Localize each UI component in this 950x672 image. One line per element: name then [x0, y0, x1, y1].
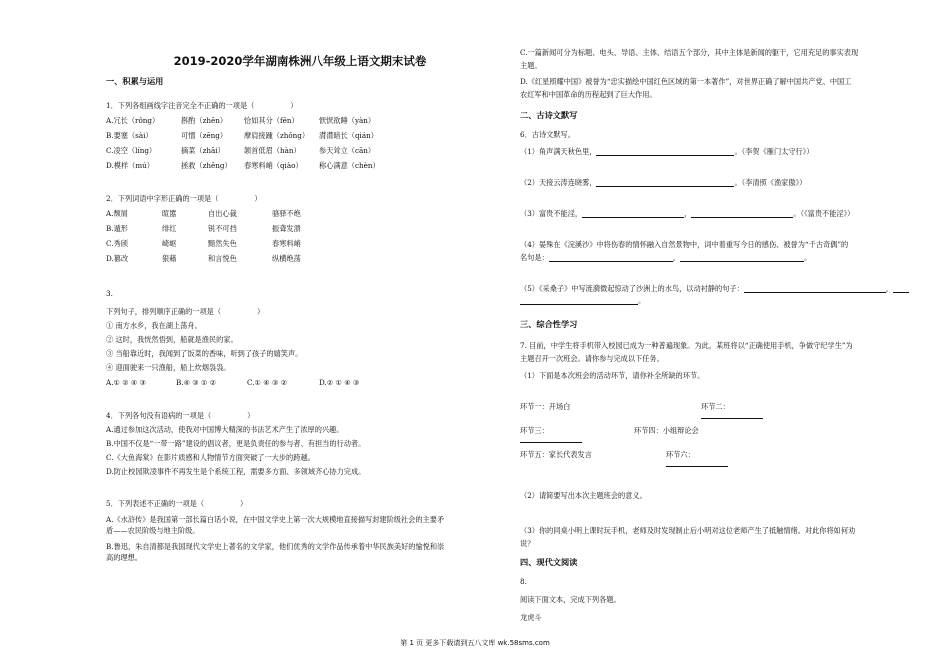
blank-prefix: （5）《采桑子》中写涟漪微起惊动了沙洲上的水鸟，以动衬静的句子： — [520, 284, 744, 294]
blank-suffix: 。 — [638, 296, 646, 306]
question-1-stem: 1．下列各组画线字注音完全不正确的一项是（ ） — [106, 100, 298, 110]
option-cell: 绯红 — [162, 223, 177, 233]
question-2-option-row — [106, 239, 494, 248]
segment-row-2 — [520, 426, 918, 443]
question-3-item: ② 这时，我恍然悟到，船就是渔民的家。 — [106, 334, 238, 344]
question-5-option-d: D.《红星照耀中国》被誉为“忠实描绘中国红色区域的第一本著作”，对世界正确了解中国共产党、中国工 — [520, 77, 852, 86]
blank-suffix: 。 — [803, 253, 812, 263]
option-cell: C.凌空（líng） — [106, 145, 157, 155]
question-8-stem: 阅读下面文本，完成下列各题。 — [520, 594, 621, 604]
answer-blank[interactable] — [893, 285, 909, 293]
option-cell: A.冗长（rǒng） — [106, 115, 160, 125]
option-cell: 崎岖 — [162, 238, 177, 248]
segment-item: 环节一：开场白 — [520, 401, 571, 411]
option-cell: D.② ① ④ ③ — [319, 377, 360, 387]
question-5 — [106, 499, 494, 562]
option-cell: 拯救（zhěng） — [181, 160, 232, 170]
option-cell: 纵横绝荡 — [272, 253, 301, 263]
segment-item — [520, 426, 634, 443]
option-cell: 春寒料峭 — [272, 238, 301, 248]
answer-blank[interactable] — [549, 254, 673, 262]
section-heading-1: 一、积累与运用 — [106, 76, 164, 87]
segment-row-3 — [520, 450, 918, 467]
question-3-options — [106, 378, 494, 387]
question-5-option-d-cont: 农红军和中国革命的历程起到了巨大作用。 — [520, 90, 657, 99]
option-cell: 参天耸立（cān） — [319, 145, 376, 155]
question-2 — [106, 194, 494, 263]
segment-label: 环节二： — [701, 401, 730, 411]
question-7-stem: 7. 目前，中学生将手机带入校园已成为一种普遍现象。为此，某班将以“正确使用手机，争做守纪学生”为 — [520, 340, 853, 350]
poem-blank-3 — [520, 209, 918, 218]
answer-blank[interactable] — [680, 254, 804, 262]
answer-blank[interactable] — [666, 459, 728, 467]
option-cell: 斟酌（zhēn） — [181, 115, 228, 125]
blank-suffix: 。（李贺《雁门太守行》） — [734, 147, 814, 157]
question-2-option-row — [106, 254, 494, 263]
question-7-sub-2: （2）请简要写出本次主题班会的意义。 — [520, 490, 647, 500]
blank-prefix: 名句是： — [520, 253, 549, 263]
question-3-item: ③ 当船靠近时，我闻到了饭菜的香味，听到了孩子的嬉笑声。 — [106, 348, 303, 358]
answer-blank[interactable] — [520, 297, 638, 305]
question-3 — [106, 289, 494, 387]
question-5-option-a: A.《水浒传》是我国第一部长篇白话小说，在中国文学史上第一次大规模地直接描写封建阶级社会的主要矛 — [106, 514, 445, 524]
option-cell: 骆驿不绝 — [272, 208, 301, 218]
option-cell: D.篡改 — [106, 253, 129, 263]
question-3-item: ④ 迎面驶来一只渔船，船上炊烟袅袅。 — [106, 362, 231, 372]
segment-item: 环节五：家长代表发言 — [520, 449, 592, 459]
option-cell: 恹恹欲睡（yàn） — [319, 115, 376, 125]
option-cell: 摩肩接踵（zhǒng） — [244, 130, 310, 140]
option-cell: B.遁形 — [106, 223, 128, 233]
option-cell: 春寒料峭（qiào） — [244, 160, 303, 170]
question-2-option-row — [106, 209, 494, 218]
segment-label: 环节六： — [666, 449, 695, 459]
option-cell: D.模样（mú） — [106, 160, 154, 170]
question-7-stem-cont: 主题召开一次班会。请你参与完成以下任务。 — [520, 353, 664, 363]
question-4-option: C.《大鱼海棠》在影片质感和人物情节方面突破了一大步的跨越。 — [106, 452, 315, 462]
answer-blank[interactable] — [582, 210, 684, 218]
question-5-option-b-cont: 高的理想。 — [106, 552, 142, 562]
question-1-option-row — [106, 161, 494, 170]
answer-blank[interactable] — [701, 411, 763, 419]
option-cell: 恰如其分（fēn） — [244, 115, 299, 125]
left-column — [106, 46, 494, 562]
poem-blank-5-cont — [520, 296, 918, 305]
section-heading-3: 三、综合性学习 — [520, 319, 578, 330]
question-3-stem: 下列句子，排列顺序正确的一项是（ ） — [106, 306, 265, 316]
answer-blank[interactable] — [744, 285, 886, 293]
poem-blank-2 — [520, 178, 918, 187]
question-4-option: B.中国不仅是“一带一路”建设的倡议者，更是负责任的参与者、有担当的行动者。 — [106, 438, 366, 448]
option-cell: 和言悦色 — [208, 253, 237, 263]
question-5-option-c: C.一篇新闻可分为标题、电头、导语、主体、结语五个部分，其中主体是新闻的躯干，它用充足的事实表现 — [520, 48, 859, 57]
section-heading-2: 二、古诗文默写 — [520, 110, 578, 120]
page-title: 2019-2020学年湖南株洲八年级上语文期末试卷 — [173, 54, 427, 68]
question-text: （4）晏殊在《浣溪沙》中将伤春的情怀融入自然景物中，词中着重写今日的感伤、被誉为“千古奇偶”的 — [520, 240, 849, 250]
option-cell: A.颓屑 — [106, 208, 128, 218]
option-cell: 自出心裁 — [208, 208, 237, 218]
option-cell: B.要塞（sài） — [106, 130, 153, 140]
option-cell: C.① ④ ③ ② — [247, 377, 288, 387]
answer-blank[interactable] — [596, 148, 734, 156]
segment-item — [701, 402, 763, 419]
question-4 — [106, 411, 494, 476]
question-1-option-row — [106, 146, 494, 155]
poem-blank-1 — [520, 147, 918, 156]
segment-item: 环节四：小组辩论会 — [634, 425, 699, 435]
option-cell: 锐不可挡 — [208, 223, 237, 233]
option-cell: 可憎（zēng） — [181, 130, 228, 140]
segment-item — [666, 450, 728, 467]
blank-prefix: （2）天接云涛连晓雾， — [520, 178, 597, 188]
question-7-sub-1: （1）下面是本次班会的活动环节，请你补全所缺的环节。 — [520, 370, 705, 380]
option-cell: C.秀颀 — [106, 238, 128, 248]
option-cell: 潸潸暗长（qián） — [319, 130, 378, 140]
blank-prefix: （1）角声满天秋色里， — [520, 147, 597, 157]
answer-blank[interactable] — [596, 179, 734, 187]
right-column — [520, 46, 918, 622]
page-footer: 第 1 页 更多下载请到五八文库 wk.58sms.com — [400, 639, 550, 647]
blank-prefix: （3）富贵不能淫， — [520, 209, 583, 219]
question-5-option-b: B.鲁迅，朱自清都是我国现代文学史上著名的文学家，他们优秀的文学作品传承着中华民族美好的愉悦和崇 — [106, 541, 445, 551]
question-4-option: D.防止校园欺凌事件不再发生是个系统工程，需要多方面、多领域齐心协力完成。 — [106, 466, 366, 476]
section-heading-4: 四、现代文阅读 — [520, 556, 578, 567]
question-7-sub-3-cont: 说？ — [520, 538, 535, 548]
option-cell: 暄嚣 — [162, 208, 177, 218]
question-5-option-c-cont: 主题。 — [520, 61, 542, 70]
option-cell: 颔首低眉（hàn） — [244, 145, 301, 155]
question-7-sub-3: （3）你的同桌小明上课时玩手机，老师及时发现制止后小明对这位老师产生了抵触情绪。对此你将如何劝 — [520, 525, 856, 535]
segment-label: 环节三： — [520, 425, 549, 435]
question-6-stem: 6．古诗文默写。 — [520, 130, 575, 140]
question-5-stem: 5．下列表述不正确的一项是（ ） — [106, 498, 248, 508]
poem-blank-4 — [520, 240, 918, 249]
question-2-stem: 2．下列词语中字形正确的一项是（ ） — [106, 193, 262, 203]
option-cell: 狠藉 — [162, 253, 177, 263]
segment-row-1 — [520, 402, 918, 419]
blank-suffix: 。（《富贵不能淫》） — [793, 209, 855, 219]
option-cell: B.④ ③ ① ② — [176, 377, 217, 387]
question-5-option-a-cont: 盾——农民阶级与地主阶级。 — [106, 525, 200, 535]
reading-title: 龙虎斗 — [520, 612, 542, 622]
option-cell: A.① ② ④ ③ — [106, 377, 147, 387]
blank-separator: ， — [885, 284, 893, 294]
question-1-option-row — [106, 131, 494, 140]
option-cell: 摘菜（zhāi） — [181, 145, 225, 155]
blank-suffix: 。（李清照《渔家傲》） — [734, 178, 807, 188]
question-8-number: 8. — [520, 576, 527, 586]
option-cell: 振聋发溃 — [272, 223, 301, 233]
option-cell: 称心满意（chèn） — [319, 160, 380, 170]
question-4-stem: 4．下列各句没有语病的一项是（ ） — [106, 410, 255, 420]
answer-blank[interactable] — [691, 210, 793, 218]
question-1 — [106, 101, 494, 170]
question-2-option-row — [106, 224, 494, 233]
question-4-option: A.通过参加这次活动，使我对中国博大精深的书法艺术产生了浓厚的兴趣。 — [106, 424, 344, 434]
question-3-number: 3. — [106, 288, 113, 298]
option-cell: 黯然失色 — [208, 238, 237, 248]
blank-separator: ， — [672, 253, 680, 263]
question-3-item: ① 南方水乡，我在湖上荡舟。 — [106, 320, 202, 330]
poem-blank-5 — [520, 284, 918, 293]
poem-blank-4-cont — [520, 253, 918, 262]
blank-separator: ， — [684, 209, 692, 219]
answer-blank[interactable] — [520, 435, 582, 443]
question-1-option-row — [106, 116, 494, 125]
